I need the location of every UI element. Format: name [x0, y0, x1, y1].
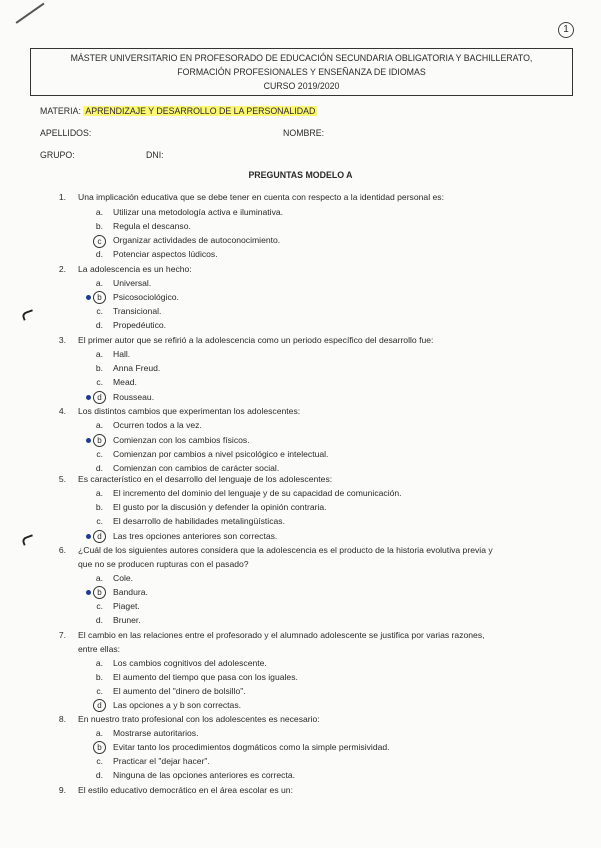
option-letter: d. — [95, 463, 103, 473]
option-text: Practicar el "dejar hacer". — [113, 756, 210, 766]
answer-dot — [86, 534, 91, 539]
question-text-continued: entre ellas: — [78, 644, 121, 654]
option-letter: a. — [95, 728, 103, 738]
option-text: Bandura. — [113, 587, 148, 597]
question-text: El estilo educativo democrático en el área escolar es un: — [78, 785, 293, 795]
option-letter: c. — [96, 601, 103, 611]
option-text: El gusto por la discusión y defender la opinión contraria. — [113, 502, 327, 512]
option-letter: c. — [96, 377, 103, 387]
question-number: 2. — [58, 264, 66, 274]
question-number: 6. — [58, 545, 66, 555]
option-letter: d. — [95, 770, 103, 780]
circled-answer: d — [93, 391, 106, 404]
option-text: Potenciar aspectos lúdicos. — [113, 249, 218, 259]
option-text: Organizar actividades de autoconocimiento. — [113, 235, 281, 245]
question-text: Es característico en el desarrollo del lenguaje de los adolescentes: — [78, 474, 333, 484]
option-text: El aumento del "dinero de bolsillo". — [113, 686, 246, 696]
page-title: PREGUNTAS MODELO A — [248, 170, 353, 180]
materia-field — [40, 106, 317, 116]
question-number: 8. — [58, 714, 66, 724]
option-text: Psicosociológico. — [113, 292, 179, 302]
header-line-1: MÁSTER UNIVERSITARIO EN PROFESORADO DE EDUCACIÓN SECUNDARIA OBLIGATORIA Y BACHILLERATO, — [70, 53, 533, 63]
option-text: Anna Freud. — [113, 363, 161, 373]
page-number-circle: 1 — [558, 22, 574, 38]
option-text: Hall. — [113, 349, 131, 359]
option-letter: a. — [95, 420, 103, 430]
option-text: Regula el descanso. — [113, 221, 191, 231]
option-letter: d. — [95, 320, 103, 330]
question-text: La adolescencia es un hecho: — [78, 264, 192, 274]
question-text: ¿Cuál de los siguientes autores considera que la adolescencia es el producto de la historia evolutiva previa y — [78, 545, 493, 555]
option-letter: b. — [95, 363, 103, 373]
option-letter: a. — [95, 278, 103, 288]
option-text: Las tres opciones anteriores son correctas. — [113, 531, 278, 541]
circled-answer: b — [93, 434, 106, 447]
option-text: Transicional. — [113, 306, 162, 316]
materia-label: MATERIA: — [40, 106, 81, 116]
option-text: El aumento del tiempo que pasa con los iguales. — [113, 672, 298, 682]
option-text: Propedéutico. — [113, 320, 167, 330]
option-text: Las opciones a y b son correctas. — [113, 700, 242, 710]
option-letter: a. — [95, 349, 103, 359]
circled-answer: b — [93, 291, 106, 304]
dni-label: DNI: — [146, 150, 164, 160]
option-text: Ninguna de las opciones anteriores es correcta. — [113, 770, 296, 780]
option-letter: b. — [95, 672, 103, 682]
option-text: El incremento del dominio del lenguaje y de su capacidad de comunicación. — [113, 488, 402, 498]
option-text: Comienzan con los cambios físicos. — [113, 435, 250, 445]
answer-dot — [86, 590, 91, 595]
option-text: Bruner. — [113, 615, 141, 625]
option-text: Los cambios cognitivos del adolescente. — [113, 658, 267, 668]
question-text: Los distintos cambios que experimentan los adolescentes: — [78, 406, 301, 416]
option-text: Piaget. — [113, 601, 140, 611]
question-text: Una implicación educativa que se debe tener en cuenta con respecto a la identidad personal es: — [78, 192, 444, 202]
question-number: 7. — [58, 630, 66, 640]
option-text: Comienzan por cambios a nivel psicológico e intelectual. — [113, 449, 329, 459]
circled-answer: b — [93, 741, 106, 754]
option-letter: c. — [96, 516, 103, 526]
answer-dot — [86, 295, 91, 300]
option-letter: c. — [96, 686, 103, 696]
margin-arrow-mark — [21, 309, 35, 321]
option-letter: a. — [95, 658, 103, 668]
option-text: Cole. — [113, 573, 134, 583]
header-box — [30, 48, 573, 96]
question-number: 1. — [58, 192, 66, 202]
header-line-3: CURSO 2019/2020 — [263, 81, 340, 91]
option-letter: c. — [96, 756, 103, 766]
option-letter: b. — [95, 502, 103, 512]
question-text: En nuestro trato profesional con los adolescentes es necesario: — [78, 714, 320, 724]
header-line-2: FORMACIÓN PROFESIONALES Y ENSEÑANZA DE IDIOMAS — [177, 67, 426, 77]
apellidos-label: APELLIDOS: — [40, 128, 92, 138]
option-text: Mostrarse autoritarios. — [113, 728, 199, 738]
option-letter: a. — [95, 488, 103, 498]
question-text: El cambio en las relaciones entre el profesorado y el alumnado adolescente se justifica por varias razones, — [78, 630, 485, 640]
option-text: Universal. — [113, 278, 152, 288]
option-letter: b. — [95, 221, 103, 231]
answer-dot — [86, 395, 91, 400]
option-text: El desarrollo de habilidades metalingüísticas. — [113, 516, 285, 526]
nombre-label: NOMBRE: — [283, 128, 325, 138]
option-text: Mead. — [113, 377, 137, 387]
option-letter: d. — [95, 615, 103, 625]
option-text: Ocurren todos a la vez. — [113, 420, 202, 430]
option-text: Evitar tanto los procedimientos dogmáticos como la simple permisividad. — [113, 742, 390, 752]
margin-arrow-mark — [21, 534, 35, 546]
circled-answer: d — [93, 699, 106, 712]
question-number: 3. — [58, 335, 66, 345]
option-letter: d. — [95, 249, 103, 259]
question-number: 9. — [58, 785, 66, 795]
pen-scribble-mark — [16, 3, 45, 24]
option-text: Utilizar una metodología activa e iluminativa. — [113, 207, 284, 217]
option-text: Comienzan con cambios de carácter social. — [113, 463, 280, 473]
grupo-label: GRUPO: — [40, 150, 75, 160]
option-letter: a. — [95, 573, 103, 583]
question-number: 5. — [58, 474, 66, 484]
question-text: El primer autor que se refirió a la adolescencia como un periodo específico del desarrollo fue: — [78, 335, 434, 345]
option-letter: c. — [96, 449, 103, 459]
answer-dot — [86, 438, 91, 443]
circled-answer: c — [93, 235, 106, 248]
circled-answer: b — [93, 586, 106, 599]
option-text: Rousseau. — [113, 392, 155, 402]
question-number: 4. — [58, 406, 66, 416]
materia-value: APRENDIZAJE Y DESARROLLO DE LA PERSONALIDAD — [85, 106, 316, 116]
option-letter: a. — [95, 207, 103, 217]
circled-answer: d — [93, 530, 106, 543]
option-letter: c. — [96, 306, 103, 316]
question-text-continued: que no se producen rupturas con el pasado? — [78, 559, 249, 569]
